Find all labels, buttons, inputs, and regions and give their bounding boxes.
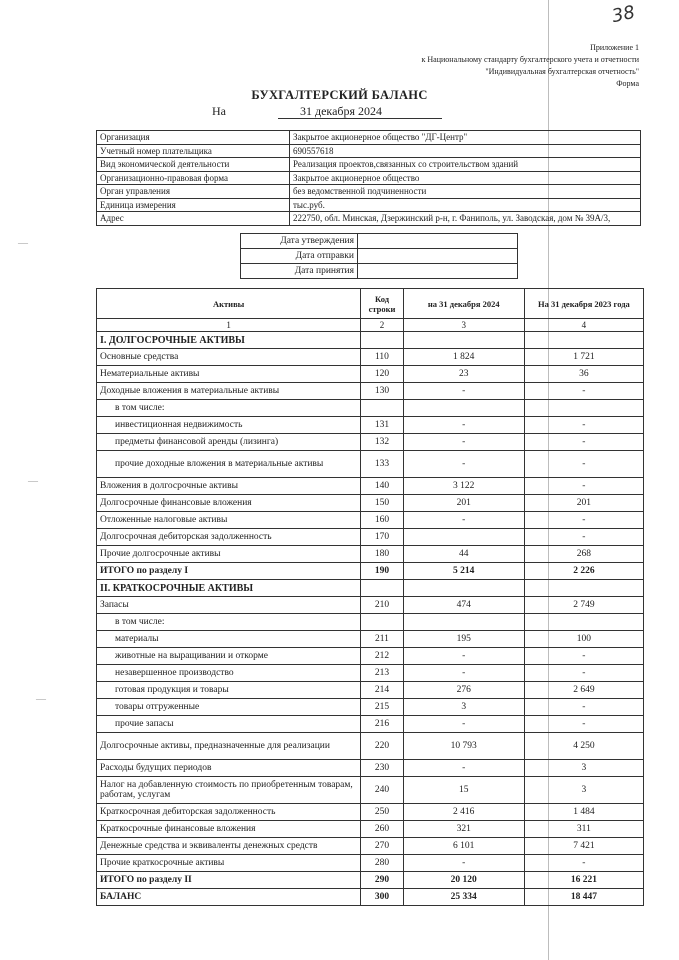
current-period-column-header: на 31 декабря 2024 xyxy=(403,289,524,319)
current-value: 6 101 xyxy=(403,838,524,855)
current-value: 2 416 xyxy=(403,804,524,821)
previous-value: - xyxy=(524,478,643,495)
current-value: 15 xyxy=(403,777,524,804)
row-code: 214 xyxy=(361,682,403,699)
row-name: незавершенное производство xyxy=(97,665,361,682)
info-value: Реализация проектов,связанных со строительством зданий xyxy=(290,158,641,172)
row-name: I. ДОЛГОСРОЧНЫЕ АКТИВЫ xyxy=(97,332,361,349)
row-name: II. КРАТКОСРОЧНЫЕ АКТИВЫ xyxy=(97,580,361,597)
previous-value: 1 721 xyxy=(524,349,643,366)
row-code: 216 xyxy=(361,716,403,733)
header-line-3: "Индивидуальная бухгалтерская отчетность" xyxy=(485,67,639,76)
row-name: в том числе: xyxy=(97,614,361,631)
code-column-header: Код строки xyxy=(361,289,403,319)
row-code: 120 xyxy=(361,366,403,383)
document-title: БУХГАЛТЕРСКИЙ БАЛАНС xyxy=(251,88,428,102)
previous-value: 2 226 xyxy=(524,563,643,580)
current-value: 3 xyxy=(403,699,524,716)
sending-date-value xyxy=(358,249,518,264)
row-code: 240 xyxy=(361,777,403,804)
table-row xyxy=(97,512,644,529)
table-row xyxy=(97,804,644,821)
current-value: 44 xyxy=(403,546,524,563)
table-row xyxy=(97,366,644,383)
previous-value: - xyxy=(524,855,643,872)
current-value: - xyxy=(403,665,524,682)
row-name: Прочие долгосрочные активы xyxy=(97,546,361,563)
info-value: 690557618 xyxy=(290,144,641,158)
current-value: 25 334 xyxy=(403,889,524,906)
row-code: 132 xyxy=(361,434,403,451)
row-name: Долгосрочные активы, предназначенные для реализации xyxy=(97,733,361,760)
current-value: 3 122 xyxy=(403,478,524,495)
current-value: - xyxy=(403,648,524,665)
handwritten-page-number: 38 xyxy=(610,1,637,28)
row-code: 270 xyxy=(361,838,403,855)
header-line-2: к Национальному стандарту бухгалтерского учета и отчетности xyxy=(421,55,639,64)
scan-mark: — xyxy=(28,476,38,487)
info-label: Орган управления xyxy=(97,185,290,199)
previous-value: - xyxy=(524,529,643,546)
row-name: ИТОГО по разделу II xyxy=(97,872,361,889)
section-header-row xyxy=(97,580,644,597)
current-value: 474 xyxy=(403,597,524,614)
previous-value: - xyxy=(524,648,643,665)
table-row xyxy=(97,631,644,648)
previous-value: 1 484 xyxy=(524,804,643,821)
table-row xyxy=(97,383,644,400)
previous-value: 2 649 xyxy=(524,682,643,699)
section-header-row xyxy=(97,332,644,349)
table-row xyxy=(97,821,644,838)
previous-value xyxy=(524,614,643,631)
previous-value: 311 xyxy=(524,821,643,838)
info-row xyxy=(97,171,641,185)
table-row xyxy=(97,699,644,716)
current-value: 5 214 xyxy=(403,563,524,580)
current-value xyxy=(403,614,524,631)
current-value: 23 xyxy=(403,366,524,383)
row-name: Отложенные налоговые активы xyxy=(97,512,361,529)
previous-value: - xyxy=(524,699,643,716)
row-name: Краткосрочная дебиторская задолженность xyxy=(97,804,361,821)
previous-value: - xyxy=(524,383,643,400)
previous-value: 3 xyxy=(524,760,643,777)
table-row xyxy=(97,451,644,478)
row-name: предметы финансовой аренды (лизинга) xyxy=(97,434,361,451)
dates-row xyxy=(241,264,518,279)
column-numbers-row xyxy=(97,319,644,332)
row-code: 180 xyxy=(361,546,403,563)
previous-value: 16 221 xyxy=(524,872,643,889)
row-name: Прочие краткосрочные активы xyxy=(97,855,361,872)
row-name: Расходы будущих периодов xyxy=(97,760,361,777)
row-code xyxy=(361,580,403,597)
previous-value: 201 xyxy=(524,495,643,512)
previous-value: - xyxy=(524,451,643,478)
row-code xyxy=(361,332,403,349)
table-row xyxy=(97,495,644,512)
dates-row xyxy=(241,234,518,249)
info-row xyxy=(97,185,641,199)
row-code: 230 xyxy=(361,760,403,777)
table-row xyxy=(97,597,644,614)
table-row xyxy=(97,417,644,434)
row-code: 160 xyxy=(361,512,403,529)
table-row xyxy=(97,349,644,366)
row-code xyxy=(361,400,403,417)
info-value: Закрытое акционерное общество "ДГ-Центр" xyxy=(290,131,641,145)
row-name: в том числе: xyxy=(97,400,361,417)
row-code xyxy=(361,614,403,631)
table-row xyxy=(97,760,644,777)
row-code: 250 xyxy=(361,804,403,821)
info-row xyxy=(97,144,641,158)
table-row xyxy=(97,889,644,906)
assets-column-header: Активы xyxy=(97,289,361,319)
previous-period-column-header: На 31 декабря 2023 года xyxy=(524,289,643,319)
info-value: Закрытое акционерное общество xyxy=(290,171,641,185)
row-name: Налог на добавленную стоимость по приобретенным товарам, работам, услугам xyxy=(97,777,361,804)
row-name: Основные средства xyxy=(97,349,361,366)
table-row xyxy=(97,733,644,760)
row-name: БАЛАНС xyxy=(97,889,361,906)
row-code: 220 xyxy=(361,733,403,760)
current-value: - xyxy=(403,716,524,733)
current-value: - xyxy=(403,855,524,872)
row-code: 150 xyxy=(361,495,403,512)
info-row xyxy=(97,131,641,145)
info-row xyxy=(97,212,641,226)
dates-row xyxy=(241,249,518,264)
report-date: 31 декабря 2024 xyxy=(300,104,383,118)
current-value: 10 793 xyxy=(403,733,524,760)
table-row xyxy=(97,872,644,889)
row-code: 215 xyxy=(361,699,403,716)
info-value: без ведомственной подчиненности xyxy=(290,185,641,199)
column-number: 2 xyxy=(361,319,403,332)
scan-mark: — xyxy=(36,694,46,705)
table-row xyxy=(97,855,644,872)
previous-value: 4 250 xyxy=(524,733,643,760)
previous-value: 7 421 xyxy=(524,838,643,855)
table-row xyxy=(97,478,644,495)
info-row xyxy=(97,198,641,212)
row-code: 213 xyxy=(361,665,403,682)
current-value: - xyxy=(403,434,524,451)
current-value: 195 xyxy=(403,631,524,648)
info-row xyxy=(97,158,641,172)
row-name: Долгосрочная дебиторская задолженность xyxy=(97,529,361,546)
row-code: 130 xyxy=(361,383,403,400)
organization-info-table xyxy=(96,130,641,226)
info-label: Учетный номер плательщика xyxy=(97,144,290,158)
table-row xyxy=(97,777,644,804)
row-name: Запасы xyxy=(97,597,361,614)
info-label: Адрес xyxy=(97,212,290,226)
current-value xyxy=(403,400,524,417)
row-name: животные на выращивании и откорме xyxy=(97,648,361,665)
row-name: Доходные вложения в материальные активы xyxy=(97,383,361,400)
info-label: Вид экономической деятельности xyxy=(97,158,290,172)
previous-value xyxy=(524,400,643,417)
info-value: 222750, обл. Минская, Дзержинский р-н, г. Фаниполь, ул. Заводская, дом № 39А/3, xyxy=(290,212,641,226)
column-number: 3 xyxy=(403,319,524,332)
column-number: 1 xyxy=(97,319,361,332)
row-code: 110 xyxy=(361,349,403,366)
row-name: готовая продукция и товары xyxy=(97,682,361,699)
previous-value: - xyxy=(524,665,643,682)
acceptance-date-label: Дата принятия xyxy=(241,264,358,279)
date-prefix: На xyxy=(212,104,226,118)
previous-value: 268 xyxy=(524,546,643,563)
row-name: Денежные средства и эквиваленты денежных средств xyxy=(97,838,361,855)
header-line-4: Форма xyxy=(616,79,639,88)
row-code: 133 xyxy=(361,451,403,478)
row-code: 210 xyxy=(361,597,403,614)
row-code: 280 xyxy=(361,855,403,872)
row-code: 260 xyxy=(361,821,403,838)
table-row xyxy=(97,682,644,699)
sending-date-label: Дата отправки xyxy=(241,249,358,264)
previous-value: 3 xyxy=(524,777,643,804)
table-row xyxy=(97,716,644,733)
current-value: 1 824 xyxy=(403,349,524,366)
row-code: 170 xyxy=(361,529,403,546)
current-value: 276 xyxy=(403,682,524,699)
form-header xyxy=(422,42,639,90)
current-value: - xyxy=(403,760,524,777)
row-name: прочие доходные вложения в материальные активы xyxy=(97,451,361,478)
row-code: 211 xyxy=(361,631,403,648)
row-code: 290 xyxy=(361,872,403,889)
previous-value: 36 xyxy=(524,366,643,383)
date-underline xyxy=(278,118,442,119)
table-row xyxy=(97,434,644,451)
column-number: 4 xyxy=(524,319,643,332)
current-value: - xyxy=(403,512,524,529)
row-name: ИТОГО по разделу I xyxy=(97,563,361,580)
table-row xyxy=(97,838,644,855)
current-value: 321 xyxy=(403,821,524,838)
current-value: - xyxy=(403,417,524,434)
approval-date-value xyxy=(358,234,518,249)
current-value xyxy=(403,580,524,597)
table-row xyxy=(97,563,644,580)
row-code: 131 xyxy=(361,417,403,434)
dates-table xyxy=(240,233,518,279)
row-name: материалы xyxy=(97,631,361,648)
previous-value: - xyxy=(524,512,643,529)
current-value xyxy=(403,332,524,349)
row-name: товары отгруженные xyxy=(97,699,361,716)
balance-table xyxy=(96,288,644,906)
previous-value: 2 749 xyxy=(524,597,643,614)
approval-date-label: Дата утверждения xyxy=(241,234,358,249)
acceptance-date-value xyxy=(358,264,518,279)
table-row xyxy=(97,400,644,417)
previous-value: - xyxy=(524,417,643,434)
scan-mark: — xyxy=(18,238,28,249)
header-line-1: Приложение 1 xyxy=(590,43,639,52)
table-row xyxy=(97,614,644,631)
row-name: Вложения в долгосрочные активы xyxy=(97,478,361,495)
table-row xyxy=(97,648,644,665)
row-name: Нематериальные активы xyxy=(97,366,361,383)
info-label: Единица измерения xyxy=(97,198,290,212)
row-name: прочие запасы xyxy=(97,716,361,733)
info-value: тыс.руб. xyxy=(290,198,641,212)
table-row xyxy=(97,546,644,563)
row-code: 212 xyxy=(361,648,403,665)
previous-value: - xyxy=(524,434,643,451)
row-name: инвестиционная недвижимость xyxy=(97,417,361,434)
info-label: Организационно-правовая форма xyxy=(97,171,290,185)
row-code: 190 xyxy=(361,563,403,580)
current-value: 20 120 xyxy=(403,872,524,889)
row-name: Краткосрочные финансовые вложения xyxy=(97,821,361,838)
previous-value xyxy=(524,332,643,349)
row-name: Долгосрочные финансовые вложения xyxy=(97,495,361,512)
previous-value xyxy=(524,580,643,597)
info-label: Организация xyxy=(97,131,290,145)
previous-value: 18 447 xyxy=(524,889,643,906)
row-code: 140 xyxy=(361,478,403,495)
current-value xyxy=(403,529,524,546)
table-row xyxy=(97,665,644,682)
previous-value: - xyxy=(524,716,643,733)
current-value: - xyxy=(403,383,524,400)
row-code: 300 xyxy=(361,889,403,906)
current-value: 201 xyxy=(403,495,524,512)
table-row xyxy=(97,529,644,546)
previous-value: 100 xyxy=(524,631,643,648)
current-value: - xyxy=(403,451,524,478)
table-header-row xyxy=(97,289,644,319)
